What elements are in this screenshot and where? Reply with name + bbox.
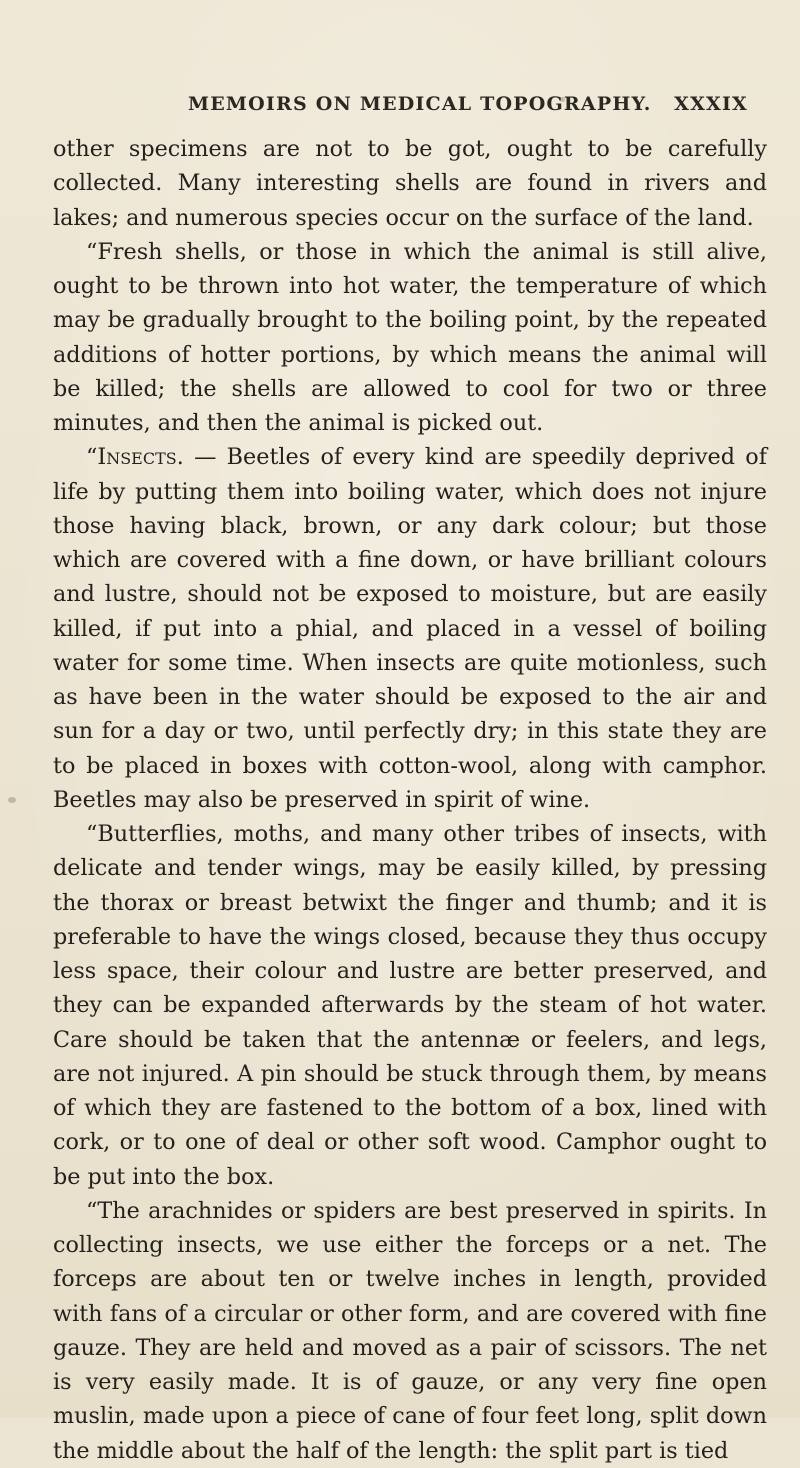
paragraph-fresh-shells — [53, 235, 767, 441]
section-lead-insects: “Insects. — [86, 444, 184, 471]
paragraph-text: “The arachnides or spiders are best preserved in spirits. In collecting insects, we use either the forceps or a net. The forceps are about ten or twelve inches in length, provided with fans of a circular or other form, and are covered with fine gauze. They are held and moved as a pair of scissors. The net is very easily made. It is of gauze, or any very fine open muslin, made upon a piece of cane of four feet long, split down the middle about the half of the length: the split part is tied — [53, 1197, 767, 1464]
paper-blemish — [560, 97, 565, 102]
paragraph-butterflies — [53, 817, 767, 1194]
paragraph-text: “Butterflies, moths, and many other tribes of insects, with delicate and tender wings, may be easily killed, by pressing the thorax or breast betwixt the finger and thumb; and it is preferable to have the wings closed, because they thus occupy less space, their colour and lustre are better preserved, and they can be expanded afterwards by the steam of hot water. Care should be taken that the antennæ or feelers, and legs, are not injured. A pin should be stuck through them, by means of which they are fastened to the bottom of a box, lined with cork, or to one of deal or other soft wood. Camphor ought to be put into the box. — [53, 821, 767, 1190]
running-title: MEMOIRS ON MEDICAL TOPOGRAPHY. — [188, 93, 652, 115]
paragraph-arachnides — [53, 1194, 767, 1468]
paragraph-shells-collection — [53, 132, 767, 235]
page-number: XXXIX — [674, 93, 748, 115]
paragraph-text: “Fresh shells, or those in which the animal is still alive, ought to be thrown into hot water, the temperature of which may be gradually brought to the boiling point, by the repeated additions of hotter portions, by which means the animal will be killed; the shells are allowed to cool for two or three minutes, and then the animal is picked out. — [53, 238, 767, 436]
paragraph-insects — [53, 440, 767, 817]
body-text — [53, 132, 767, 1468]
paragraph-text: — Beetles of every kind are speedily deprived of life by putting them into boiling water, which does not injure those having black, brown, or any dark colour; but those which are covered with a fine down, or have brilliant colours and lustre, should not be exposed to moisture, but are easily killed, if put into a phial, and placed in a vessel of boiling water for some time. When insects are quite motionless, such as have been in the water should be exposed to the air and sun for a day or two, until perfectly dry; in this state they are to be placed in boxes with cotton-wool, along with camphor. Beetles may also be preserved in spirit of wine. — [53, 444, 767, 813]
paragraph-text: other specimens are not to be got, ought to be carefully collected. Many interesting shells are found in rivers and lakes; and numerous species occur on the surface of the land. — [53, 136, 767, 231]
running-header — [188, 93, 748, 123]
paper-blemish — [8, 797, 16, 803]
